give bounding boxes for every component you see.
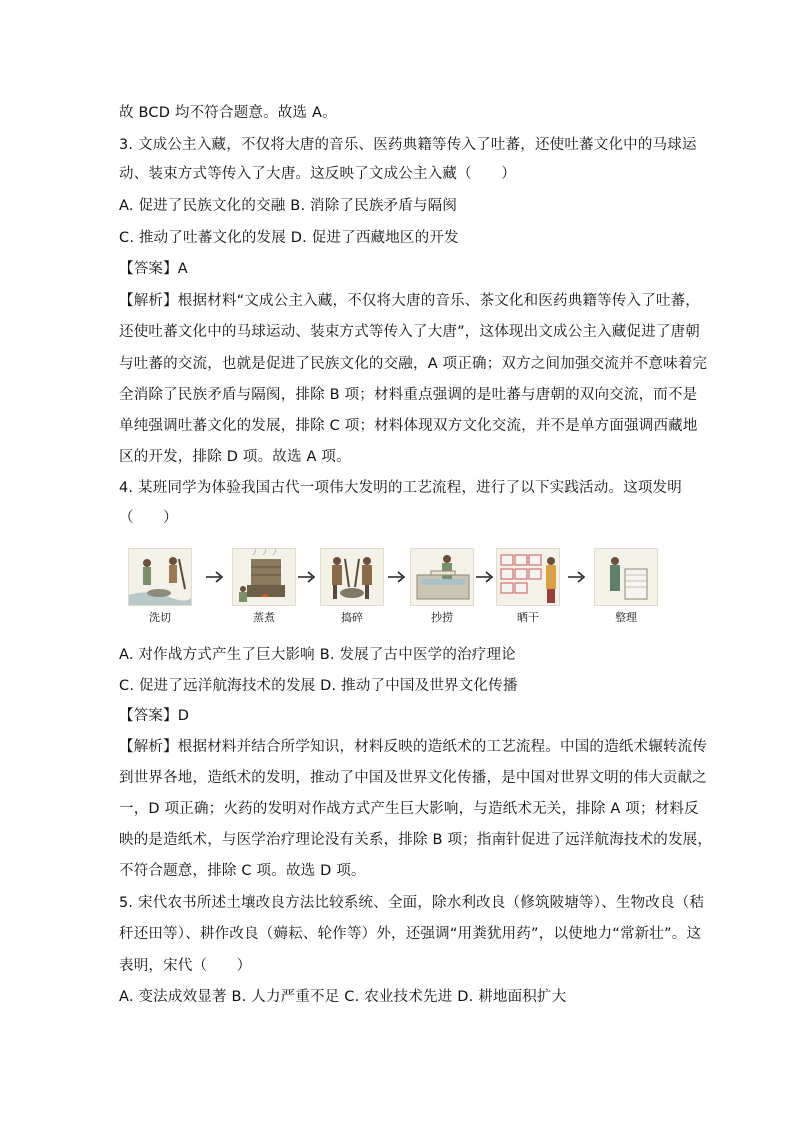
question-5-stem: 5. 宋代农书所述土壤改良方法比较系统、全面，除水利改良（修筑陂塘等）、生物改良（秸 (119, 895, 705, 911)
scooping-illustration (410, 548, 474, 606)
step-caption: 捣碎 (341, 611, 363, 624)
analysis-text: 区的开发，排除 D 项。故选 A 项。 (119, 449, 351, 465)
arrow-icon (388, 570, 408, 584)
arrow-icon (206, 570, 226, 584)
process-step (496, 548, 560, 625)
question-3-options: A. 促进了民族文化的交融 B. 消除了民族矛盾与隔阂 (119, 198, 458, 214)
analysis-text: 到世界各地，造纸术的发明，推动了中国及世界文化传播，是中国对世界文明的伟大贡献之 (119, 770, 707, 786)
process-step (128, 548, 192, 625)
question-4-stem: 4. 某班同学为体验我国古代一项伟大发明的工艺流程，进行了以下实践活动。这项发明 (119, 480, 682, 496)
step-caption: 整理 (615, 611, 637, 624)
text-line: 故 BCD 均不符合题意。故选 A。 (119, 105, 337, 121)
question-3-stem: 动、装束方式等传入了大唐。这反映了文成公主入藏（ ） (119, 166, 516, 182)
steaming-illustration (232, 548, 296, 606)
question-4-options: A. 对作战方式产生了巨大影响 B. 发展了古中医学的治疗理论 (119, 647, 516, 663)
analysis-text: 还使吐蕃文化中的马球运动、装束方式等传入了大唐”，这体现出文成公主入藏促进了唐朝 (119, 324, 701, 340)
analysis-text: 一，D 项正确；火药的发明对作战方式产生巨大影响，与造纸术无关，排除 A 项；材料反 (119, 801, 699, 817)
analysis-text: 【解析】根据材料“文成公主入藏，不仅将大唐的音乐、茶文化和医药典籍等传入了吐蕃， (119, 293, 701, 309)
question-3-stem: 3. 文成公主入藏，不仅将大唐的音乐、医药典籍等传入了吐蕃，还使吐蕃文化中的马球运 (119, 137, 697, 153)
pounding-illustration (320, 548, 384, 606)
question-4-options: C. 促进了远洋航海技术的发展 D. 推动了中国及世界文化传播 (119, 678, 518, 694)
analysis-text: 全消除了民族矛盾与隔阂，排除 B 项；材料重点强调的是吐蕃与唐朝的双向交流，而不是 (119, 387, 698, 403)
question-5-stem: 表明，宋代（ ） (119, 958, 252, 974)
question-3-options: C. 推动了吐蕃文化的发展 D. 促进了西藏地区的开发 (119, 230, 459, 246)
sorting-illustration (594, 548, 658, 606)
papermaking-process-figure (128, 548, 668, 628)
process-step (410, 548, 474, 625)
arrow-icon (476, 570, 496, 584)
question-4-stem: （ ） (119, 510, 178, 526)
step-caption: 洗切 (149, 611, 171, 624)
answer-label: 【答案】A (119, 261, 188, 277)
question-5-options: A. 变法成效显著 B. 人力严重不足 C. 农业技术先进 D. 耕地面积扩大 (119, 989, 567, 1005)
process-step (232, 548, 296, 625)
step-caption: 晒干 (517, 611, 539, 624)
process-step (320, 548, 384, 625)
answer-label: 【答案】D (119, 708, 190, 724)
washing-illustration (128, 548, 192, 606)
step-caption: 抄捞 (431, 611, 453, 624)
analysis-text: 【解析】根据材料并结合所学知识，材料反映的造纸术的工艺流程。中国的造纸术辗转流传 (119, 739, 707, 755)
arrow-icon (298, 570, 318, 584)
analysis-text: 与吐蕃的交流，也就是促进了民族文化的交融，A 项正确；双方之间加强交流并不意味着完 (119, 356, 708, 372)
analysis-text: 映的是造纸术，与医学治疗理论没有关系，排除 B 项；指南针促进了远洋航海技术的发展， (119, 832, 713, 848)
process-step (594, 548, 658, 625)
analysis-text: 不符合题意，排除 C 项。故选 D 项。 (119, 863, 366, 879)
question-5-stem: 秆还田等）、耕作改良（薅耘、轮作等）外，还强调“用粪犹用药”，以使地力“常新壮”。这 (119, 926, 702, 942)
analysis-text: 单纯强调吐蕃文化的发展，排除 C 项；材料体现双方文化交流，并不是单方面强调西藏地 (119, 418, 698, 434)
drying-illustration (496, 548, 560, 606)
arrow-icon (568, 570, 588, 584)
step-caption: 蒸煮 (253, 611, 275, 624)
